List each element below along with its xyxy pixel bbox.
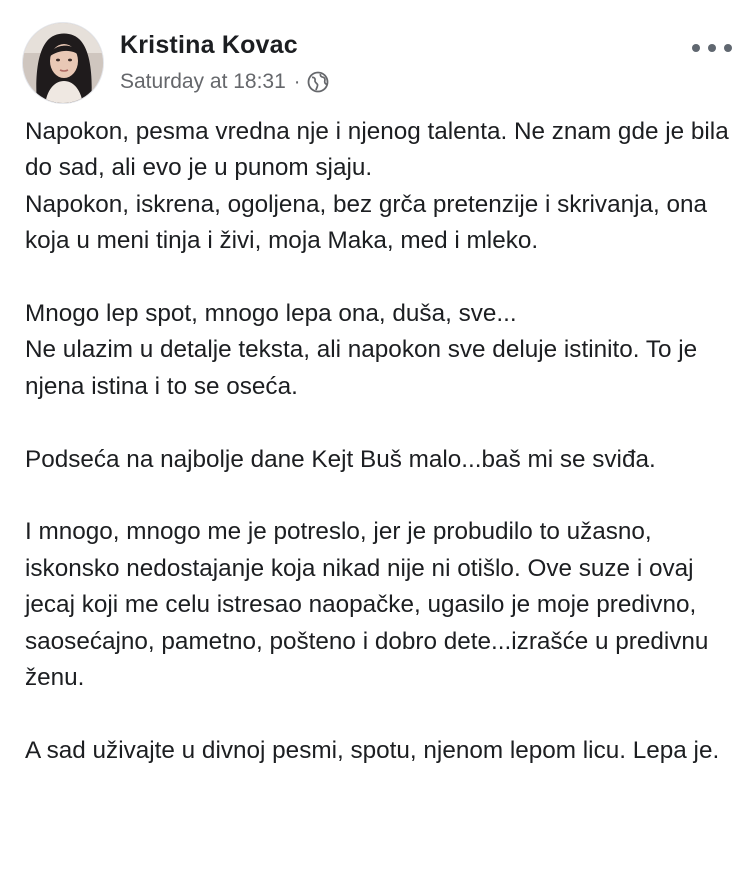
more-dot <box>692 44 700 52</box>
post-timestamp[interactable]: Saturday at 18:31 <box>120 70 286 93</box>
author-name[interactable]: Kristina Kovac <box>120 31 298 59</box>
post-body <box>25 114 737 769</box>
post-header <box>22 22 734 106</box>
post-meta <box>120 68 329 96</box>
globe-icon[interactable] <box>307 71 329 93</box>
author-avatar[interactable] <box>22 22 104 104</box>
meta-separator: · <box>293 70 301 93</box>
avatar-photo <box>23 23 104 104</box>
post-paragraph-4: I mnogo, mnogo me je potreslo, jer je probudilo to užasno, iskonsko nedostajanje koja nikad nije ni otišlo. Ove suze i ovaj jecaj koji me celu istresao naopačke, ugasilo je moje predivno, saosećajno, pametno, pošteno i dobro dete...izrašće u predivnu ženu. <box>25 518 709 692</box>
post-paragraph-5: A sad uživajte u divnoj pesmi, spotu, njenom lepom licu. Lepa je. <box>25 736 720 764</box>
more-dot <box>724 44 732 52</box>
more-options-icon[interactable] <box>692 36 732 60</box>
more-dot <box>708 44 716 52</box>
post-paragraph-1: Napokon, pesma vredna nje i njenog talenta. Ne znam gde je bila do sad, ali evo je u punom sjaju. Napokon, iskrena, ogoljena, bez grča pretenzije i skrivanja, ona koja u meni tinja i živi, moja Maka, med i mleko. <box>25 118 729 255</box>
post-paragraph-3: Podseća na najbolje dane Kejt Buš malo...baš mi se sviđa. <box>25 445 656 473</box>
post-paragraph-2: Mnogo lep spot, mnogo lepa ona, duša, sve... Ne ulazim u detalje teksta, ali napokon sve deluje istinito. To je njena istina i to se oseća. <box>25 300 698 400</box>
